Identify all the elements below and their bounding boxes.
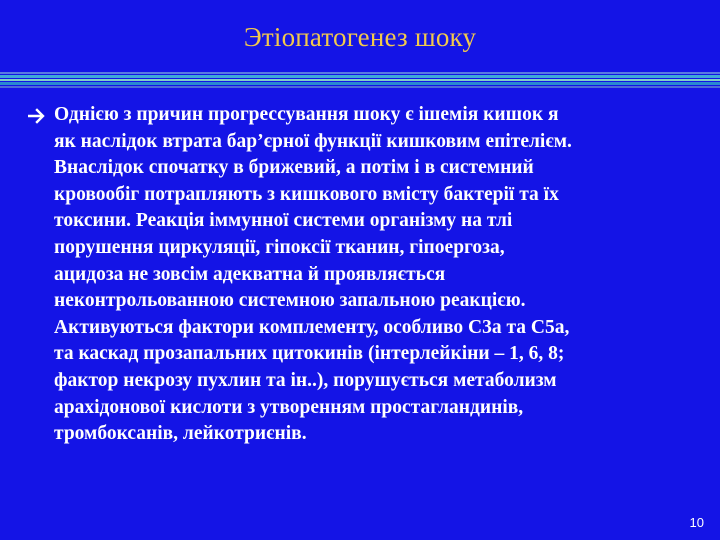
arrow-right-icon — [28, 107, 46, 125]
body-line: Однією з причин прогрессування шоку є ішемія кишок я — [54, 104, 559, 125]
body-line: порушення циркуляції, гіпоксії тканин, гіпоергоза, — [54, 236, 505, 258]
divider-band — [0, 72, 720, 74]
body-line: та каскад прозапальних цитокинів (інтерлейкіни – 1, 6, 8; — [54, 343, 565, 365]
divider-band — [0, 86, 720, 88]
body-line: арахідонової кислоти з утворенням простагландинів, — [54, 396, 524, 418]
slide-title: Этіопатогенез шоку — [243, 22, 477, 52]
divider-band — [0, 75, 720, 78]
divider-band — [0, 79, 720, 81]
body-line: кровообіг потрапляють з кишкового вмісту бактерії та їх — [54, 183, 559, 205]
body-line: Внаслідок спочатку в брижевий, а потім і в системний — [54, 157, 534, 179]
page-number: 10 — [689, 515, 704, 530]
body-line: токсини. Реакція іммунної системи організму на тлі — [54, 210, 513, 232]
body-line: ацидоза не зовсім адекватна й проявляється — [54, 263, 446, 285]
title-divider — [0, 72, 720, 88]
body-line: неконтрольованною системною запальною реакцією. — [54, 290, 526, 312]
body-line: фактор некрозу пухлин та ін..), порушується метаболизм — [54, 369, 557, 391]
body-line: як наслідок втрата бар’єрної функції кишковим епітелієм. — [54, 130, 572, 152]
divider-band — [0, 82, 720, 85]
body-paragraph — [54, 102, 702, 448]
body-line: Активуються фактори комплементу, особливо С3а та С5а, — [54, 316, 570, 338]
body-line: тромбоксанів, лейкотриєнів. — [54, 423, 307, 445]
